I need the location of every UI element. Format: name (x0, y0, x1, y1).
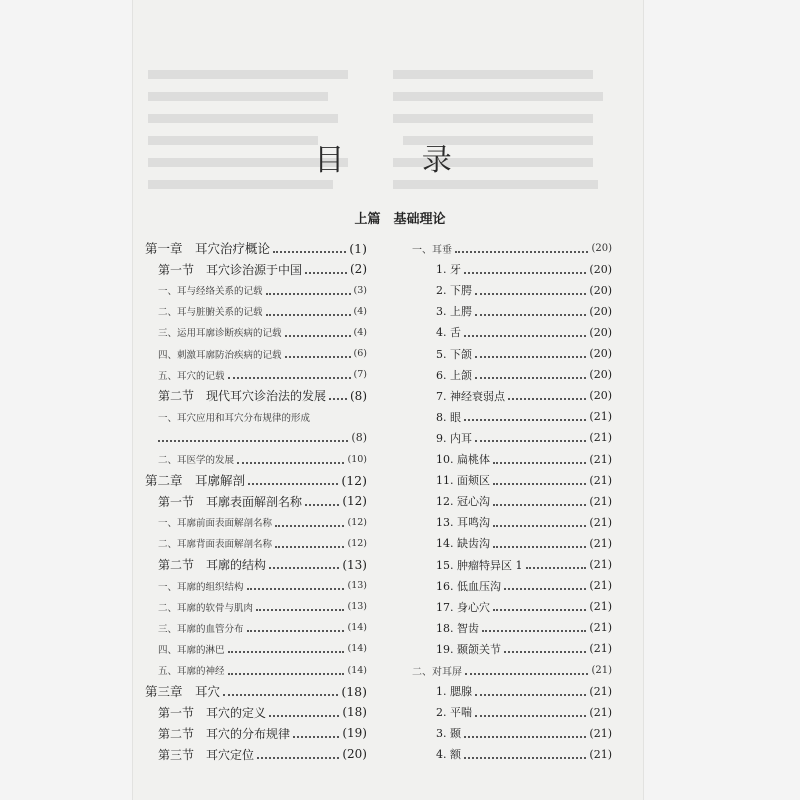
toc-entry (145, 513, 367, 531)
toc-entry-page: (4) (353, 326, 367, 338)
toc-entry-title: 10. 扁桃体 (436, 453, 490, 466)
page-title: 目 录 (314, 143, 486, 178)
toc-entry (145, 345, 367, 363)
toc-entry (145, 724, 367, 742)
dot-leader (285, 355, 351, 358)
toc-entry-page: (21) (589, 494, 612, 508)
dot-leader (228, 672, 345, 675)
toc-entry-title: 第一节 耳廓表面解剖名称 (158, 494, 303, 509)
toc-entry-title: 18. 智齿 (436, 621, 479, 635)
dot-leader (329, 397, 347, 400)
dot-leader (465, 672, 588, 675)
toc-entry (412, 577, 612, 595)
dot-leader (256, 608, 344, 611)
dot-leader (237, 461, 344, 464)
dot-leader (269, 566, 339, 569)
toc-entry (145, 534, 367, 552)
toc-entry-title: 3. 颞 (436, 727, 461, 741)
dot-leader (464, 334, 586, 337)
toc-entry-page: (3) (353, 284, 367, 296)
toc-entry-title: 17. 身心穴 (436, 600, 490, 614)
toc-entry (412, 682, 612, 700)
toc-entry-page: (12) (347, 537, 367, 549)
toc-entry-page: (1) (349, 240, 367, 256)
dot-leader (493, 461, 586, 464)
toc-entry (412, 345, 612, 363)
toc-entry-title: 五、耳廓的神经 (158, 666, 225, 677)
toc-entry-title: 第二节 现代耳穴诊治法的发展 (158, 389, 327, 404)
dot-leader (493, 524, 586, 527)
dot-leader (464, 418, 586, 421)
toc-entry (412, 661, 612, 679)
toc-entry (412, 556, 612, 574)
toc-entry-page: (21) (589, 452, 612, 466)
toc-entry-page: (21) (589, 705, 612, 719)
toc-entry (412, 703, 612, 721)
dot-leader (305, 503, 339, 506)
dot-leader (285, 334, 351, 337)
toc-entry-page: (13) (347, 580, 367, 592)
toc-entry-title: 一、耳与经络关系的记载 (158, 286, 263, 298)
toc-entry-title: 19. 颞颌关节 (436, 642, 501, 656)
toc-entry-title: 四、刺激耳廓防治疾病的记载 (158, 349, 282, 361)
toc-entry-title: 第三章 耳穴 (145, 684, 221, 700)
toc-entry (145, 682, 367, 700)
toc-entry-title: 12. 冠心沟 (436, 495, 490, 509)
toc-entry-title: 第一章 耳穴治疗概论 (145, 241, 271, 256)
toc-entry (412, 619, 612, 637)
toc-entry-title: 二、对耳屏 (412, 666, 462, 678)
toc-entry-title: 第二章 耳廓解剖 (145, 473, 246, 489)
dot-leader (493, 545, 586, 548)
toc-entry (145, 323, 367, 341)
dot-leader (305, 271, 347, 274)
toc-entry (145, 281, 367, 299)
toc-entry (145, 703, 367, 721)
toc-entry (412, 471, 612, 489)
dot-leader (504, 650, 586, 653)
toc-entry-page: (7) (353, 369, 367, 381)
toc-entry-page: (21) (591, 664, 612, 676)
toc-entry (145, 745, 367, 763)
dot-leader (475, 355, 586, 358)
toc-entry-title: 2. 下腭 (436, 284, 472, 298)
toc-entry-title: 二、耳廓的软骨与肌肉 (158, 602, 254, 614)
part-heading: 上篇 基础理论 (354, 212, 446, 227)
toc-entry (412, 429, 612, 447)
toc-entry (145, 471, 367, 489)
toc-entry-page: (21) (589, 642, 612, 656)
dot-leader (508, 397, 586, 400)
toc-entry-page: (4) (353, 305, 367, 317)
toc-entry (412, 408, 612, 426)
toc-entry (412, 302, 612, 320)
toc-entry (145, 619, 367, 637)
toc-entry-title: 1. 牙 (436, 263, 461, 277)
toc-entry-page: (21) (589, 600, 612, 614)
toc-entry-page: (21) (589, 579, 612, 593)
toc-entry-title: 第二节 耳穴的分布规律 (158, 726, 291, 741)
toc-entry (145, 429, 367, 447)
toc-entry-title: 11. 面颊区 (436, 474, 490, 488)
toc-entry-title: 1. 腮腺 (436, 685, 472, 699)
dot-leader (482, 629, 586, 632)
toc-entry (412, 724, 612, 742)
toc-entry-page: (2) (350, 262, 367, 277)
toc-entry-page: (8) (351, 431, 367, 445)
toc-entry-page: (20) (589, 325, 612, 339)
toc-entry-title: 第一节 耳穴的定义 (158, 705, 267, 720)
toc-entry-title: 15. 肿瘤特异区 1 (436, 558, 523, 572)
dot-leader (269, 714, 339, 717)
toc-entry-page: (18) (341, 683, 367, 699)
toc-entry-page: (21) (589, 726, 612, 740)
toc-entry-title: 二、耳廓背面表面解剖名称 (158, 539, 273, 551)
toc-entry-page: (6) (353, 348, 367, 359)
toc-entry-title: 一、耳穴应用和耳穴分布规律的形成 (158, 412, 311, 424)
toc-entry (145, 387, 367, 405)
toc-entry (145, 640, 367, 658)
toc-entry-title: 5. 下颌 (436, 347, 472, 361)
toc-entry-page: (14) (347, 664, 367, 676)
dot-leader (455, 250, 588, 253)
toc-entry-page: (13) (342, 557, 367, 572)
toc-entry (412, 534, 612, 552)
dot-leader (475, 313, 586, 316)
dot-leader (464, 735, 586, 738)
dot-leader (223, 693, 338, 696)
toc-entry-title: 五、耳穴的记载 (158, 370, 225, 382)
toc-entry-page: (12) (342, 494, 367, 509)
toc-entry-page: (12) (341, 472, 367, 488)
toc-entry-page: (20) (342, 747, 367, 762)
dot-leader (247, 629, 345, 632)
dot-leader (526, 566, 587, 569)
dot-leader (275, 524, 344, 527)
dot-leader (248, 482, 338, 485)
dot-leader (475, 714, 586, 717)
toc-entry (412, 366, 612, 384)
dot-leader (493, 608, 586, 611)
dot-leader (266, 292, 351, 295)
toc-entry (145, 302, 367, 320)
toc-entry-title: 三、耳廓的血管分布 (158, 623, 244, 635)
toc-entry-title: 第三节 耳穴定位 (158, 747, 255, 762)
toc-entry-title: 二、耳医学的发展 (158, 455, 235, 466)
toc-entry-page: (18) (342, 705, 367, 720)
toc-entry-page: (21) (589, 684, 612, 698)
toc-entry (145, 492, 367, 510)
toc-entry-page: (13) (347, 601, 367, 613)
toc-entry-page: (20) (589, 283, 612, 297)
toc-entry-title: 13. 耳鸣沟 (436, 516, 490, 530)
dot-leader (475, 693, 586, 696)
toc-entry-title: 4. 额 (436, 748, 461, 762)
dot-leader (475, 292, 586, 295)
toc-entry-title: 一、耳垂 (412, 244, 452, 256)
toc-entry (412, 492, 612, 510)
toc-entry-page: (20) (591, 242, 612, 254)
toc-entry (145, 598, 367, 616)
toc-entry-title: 一、耳廓的组织结构 (158, 581, 244, 593)
toc-entry (412, 323, 612, 341)
toc-entry (412, 387, 612, 405)
toc-entry-title: 一、耳廓前面表面解剖名称 (158, 518, 273, 530)
toc-entry-page: (20) (589, 368, 612, 382)
dot-leader (273, 250, 346, 253)
toc-entry (412, 239, 612, 257)
toc-entry-title: 二、耳与脏腑关系的记载 (158, 307, 263, 319)
toc-entry-page: (14) (347, 643, 367, 655)
toc-entry-page: (20) (589, 347, 612, 360)
toc-entry (145, 577, 367, 595)
toc-entry (145, 661, 367, 679)
toc-entry-title: 14. 缺齿沟 (436, 537, 490, 551)
toc-entry-page: (14) (347, 622, 367, 634)
toc-entry-title: 4. 舌 (436, 326, 461, 340)
dot-leader (247, 587, 345, 590)
toc-entry-title: 3. 上腭 (436, 305, 472, 319)
toc-entry-page: (10) (347, 453, 367, 465)
toc-entry (412, 640, 612, 658)
toc-entry (145, 260, 367, 278)
dot-leader (228, 376, 351, 379)
toc-entry (145, 408, 367, 426)
dot-leader (504, 587, 586, 590)
toc-entry-page: (20) (589, 304, 612, 318)
toc-entry-page: (21) (589, 536, 612, 550)
toc-entry-title: 第一节 耳穴诊治源于中国 (158, 262, 303, 277)
toc-entry (412, 598, 612, 616)
toc-entry-page: (21) (589, 621, 612, 635)
toc-entry-title: 9. 内耳 (436, 431, 472, 445)
toc-entry-page: (21) (589, 747, 612, 761)
toc-entry-page: (21) (589, 410, 612, 424)
dot-leader (475, 376, 586, 379)
toc-entry (412, 745, 612, 763)
toc-entry-page: (21) (589, 473, 612, 487)
dot-leader (293, 735, 339, 738)
dot-leader (275, 545, 344, 548)
toc-entry-title: 7. 神经衰弱点 (436, 389, 505, 403)
toc-entry-page: (21) (589, 558, 612, 571)
toc-entry-page: (19) (342, 726, 367, 741)
dot-leader (464, 271, 586, 274)
dot-leader (475, 439, 586, 442)
toc-entry-page: (20) (589, 262, 612, 276)
dot-leader (493, 503, 586, 506)
dot-leader (228, 650, 345, 653)
toc-entry-title: 16. 低血压沟 (436, 579, 501, 593)
dot-leader (266, 313, 351, 316)
toc-entry-title: 四、耳廓的淋巴 (158, 644, 225, 656)
toc-entry (145, 239, 367, 257)
toc-entry-title: 第二节 耳廓的结构 (158, 558, 267, 572)
toc-entry (412, 281, 612, 299)
toc-entry (145, 366, 367, 384)
toc-entry-title: 三、运用耳廓诊断疾病的记载 (158, 328, 282, 340)
dot-leader (257, 756, 339, 759)
bleed-through-text (133, 0, 643, 240)
dot-leader (464, 756, 586, 759)
toc-entry-title: 8. 眼 (436, 410, 461, 424)
toc-entry (412, 513, 612, 531)
toc-entry-page: (8) (350, 388, 367, 403)
dot-leader (158, 439, 348, 442)
toc-entry-page: (12) (347, 516, 367, 528)
toc-entry (412, 260, 612, 278)
toc-entry-page: (20) (589, 389, 612, 403)
toc-entry-page: (21) (589, 431, 612, 445)
toc-entry (145, 556, 367, 574)
toc-entry-page: (21) (589, 515, 612, 529)
dot-leader (493, 482, 586, 485)
toc-entry (145, 450, 367, 468)
toc-entry (412, 450, 612, 468)
toc-entry-title: 6. 上颌 (436, 368, 472, 382)
toc-entry-title: 2. 平喘 (436, 706, 472, 720)
